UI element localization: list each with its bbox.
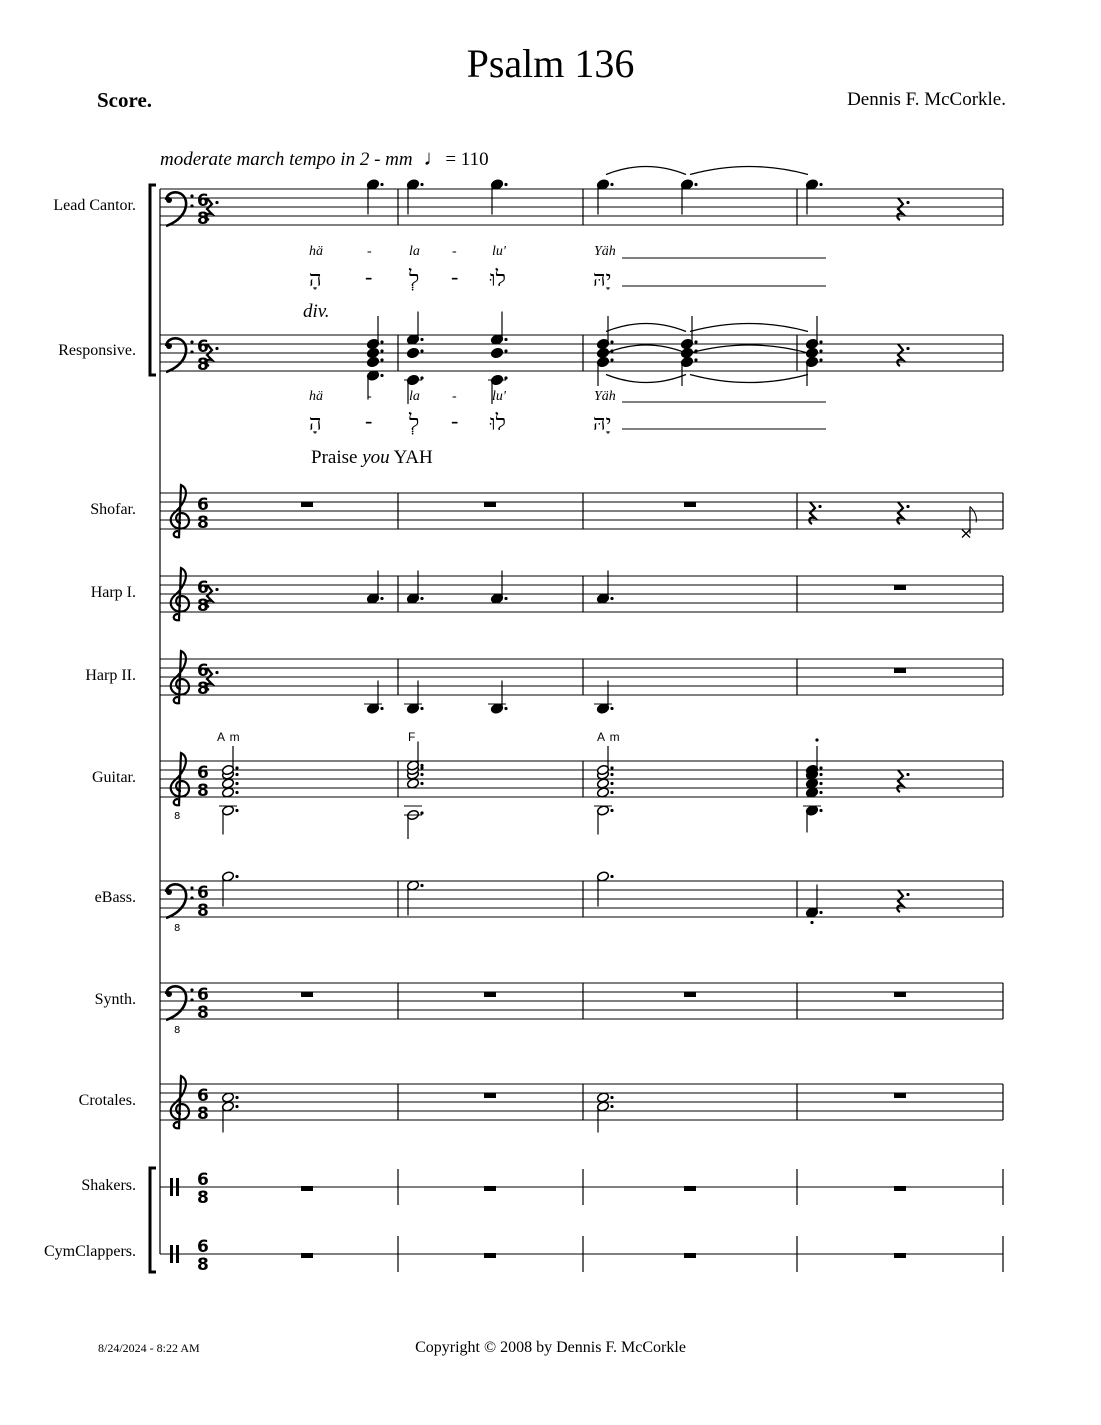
bracket-voices bbox=[150, 185, 156, 375]
note-head bbox=[366, 356, 379, 367]
note-head bbox=[596, 787, 609, 798]
whole-rest bbox=[894, 1186, 906, 1191]
augmentation-dot bbox=[235, 773, 238, 776]
augmentation-dot bbox=[420, 597, 423, 600]
tie bbox=[606, 324, 686, 332]
augmentation-dot bbox=[819, 358, 822, 361]
time-signature-bottom: 8 bbox=[197, 1255, 209, 1275]
augmentation-dot bbox=[610, 782, 613, 785]
lyric-hyphen: - bbox=[367, 389, 372, 404]
staccato-dot bbox=[810, 921, 813, 924]
tie bbox=[606, 167, 686, 175]
chord-symbol: A m bbox=[597, 730, 621, 744]
augmentation-dot bbox=[420, 183, 423, 186]
staccato-dot bbox=[815, 738, 818, 741]
lyric-syllable: lu' bbox=[492, 389, 506, 404]
augmentation-dot bbox=[420, 884, 423, 887]
augmentation-dot bbox=[819, 773, 822, 776]
note-head bbox=[490, 347, 503, 358]
tie bbox=[606, 345, 686, 353]
whole-rest bbox=[484, 1186, 496, 1191]
whole-rest bbox=[301, 1253, 313, 1258]
augmentation-dot bbox=[235, 809, 238, 812]
hebrew-hyphen: - bbox=[365, 408, 373, 433]
augmentation-dot bbox=[819, 340, 822, 343]
hebrew-syllable: יָהּ bbox=[593, 410, 612, 435]
lyric-syllable: lu' bbox=[492, 244, 506, 259]
time-signature-bottom: 8 bbox=[197, 781, 209, 801]
percussion-clef-icon bbox=[176, 1245, 179, 1263]
tie bbox=[690, 345, 808, 353]
whole-rest bbox=[894, 585, 906, 590]
hebrew-syllable: לוּ bbox=[490, 410, 506, 435]
translation-part: you bbox=[362, 447, 390, 468]
augmentation-dot bbox=[235, 766, 238, 769]
augmentation-dot bbox=[819, 809, 822, 812]
augmentation-dot bbox=[610, 766, 613, 769]
augmentation-dot bbox=[610, 1096, 613, 1099]
instrument-label-ebass: eBass. bbox=[94, 889, 136, 906]
instrument-label-shakers: Shakers. bbox=[81, 1177, 136, 1194]
bass-clef-icon bbox=[190, 988, 193, 991]
tie bbox=[690, 324, 808, 332]
instrument-label-synth: Synth. bbox=[94, 991, 136, 1008]
whole-rest bbox=[301, 1186, 313, 1191]
augmentation-dot bbox=[610, 773, 613, 776]
hebrew-hyphen: - bbox=[451, 408, 459, 433]
augmentation-dot bbox=[380, 340, 383, 343]
composer: Dennis F. McCorkle. bbox=[847, 89, 1006, 110]
time-signature-top: 6 bbox=[197, 578, 209, 598]
whole-rest bbox=[894, 992, 906, 997]
augmentation-dot bbox=[215, 588, 218, 591]
time-signature-top: 6 bbox=[197, 763, 209, 783]
augmentation-dot bbox=[504, 376, 507, 379]
time-signature-bottom: 8 bbox=[197, 679, 209, 699]
lyric-hyphen: - bbox=[367, 244, 372, 259]
whole-rest bbox=[684, 502, 696, 507]
augmentation-dot bbox=[610, 597, 613, 600]
augmentation-dot bbox=[420, 811, 423, 814]
augmentation-dot bbox=[380, 707, 383, 710]
instrument-label-cymclappers: CymClappers. bbox=[44, 1243, 136, 1260]
percussion-clef-icon bbox=[170, 1245, 173, 1263]
instrument-label-harp-1: Harp I. bbox=[90, 584, 136, 601]
augmentation-dot bbox=[504, 597, 507, 600]
time-signature-top: 6 bbox=[197, 1086, 209, 1106]
note-head bbox=[596, 778, 609, 789]
hebrew-syllable: לְ bbox=[409, 266, 420, 291]
augmentation-dot bbox=[906, 505, 909, 508]
octave-mark: 8 bbox=[174, 923, 181, 934]
augmentation-dot bbox=[235, 875, 238, 878]
bass-clef-icon bbox=[190, 194, 193, 197]
augmentation-dot bbox=[420, 349, 423, 352]
augmentation-dot bbox=[215, 671, 218, 674]
note-head bbox=[406, 778, 419, 789]
instrument-label-responsive: Responsive. bbox=[58, 342, 136, 359]
hebrew-syllable: הָ bbox=[309, 410, 322, 435]
augmentation-dot bbox=[819, 766, 822, 769]
instrument-label-crotales: Crotales. bbox=[78, 1092, 136, 1109]
augmentation-dot bbox=[694, 340, 697, 343]
tempo-bpm: = 110 bbox=[445, 149, 489, 170]
augmentation-dot bbox=[819, 791, 822, 794]
lyric-syllable: hä bbox=[309, 389, 323, 404]
chord-symbol: F bbox=[408, 730, 417, 744]
hebrew-syllable: הָ bbox=[309, 266, 322, 291]
lyric-syllable: la bbox=[409, 389, 420, 404]
time-signature-bottom: 8 bbox=[197, 513, 209, 533]
chord-symbol: A m bbox=[217, 730, 241, 744]
quarter-rest-icon bbox=[897, 198, 903, 220]
augmentation-dot bbox=[420, 764, 423, 767]
time-signature-bottom: 8 bbox=[197, 209, 209, 229]
whole-rest bbox=[894, 1253, 906, 1258]
note-head bbox=[221, 778, 234, 789]
augmentation-dot bbox=[380, 374, 383, 377]
quarter-rest-icon bbox=[897, 344, 903, 366]
augmentation-dot bbox=[819, 782, 822, 785]
augmentation-dot bbox=[420, 376, 423, 379]
augmentation-dot bbox=[610, 809, 613, 812]
augmentation-dot bbox=[380, 597, 383, 600]
translation-part: Praise bbox=[311, 447, 363, 468]
augmentation-dot bbox=[906, 347, 909, 350]
augmentation-dot bbox=[610, 875, 613, 878]
augmentation-dot bbox=[235, 1105, 238, 1108]
augmentation-dot bbox=[819, 183, 822, 186]
percussion-clef-icon bbox=[176, 1178, 179, 1196]
time-signature-bottom: 8 bbox=[197, 1104, 209, 1124]
quarter-rest-icon bbox=[897, 890, 903, 912]
tie bbox=[606, 375, 686, 383]
whole-rest bbox=[894, 1093, 906, 1098]
augmentation-dot bbox=[380, 358, 383, 361]
augmentation-dot bbox=[610, 183, 613, 186]
whole-rest bbox=[301, 992, 313, 997]
augmentation-dot bbox=[235, 782, 238, 785]
whole-rest bbox=[484, 1093, 496, 1098]
lyric-syllable: hä bbox=[309, 244, 323, 259]
instrument-label-guitar: Guitar. bbox=[92, 769, 136, 786]
augmentation-dot bbox=[235, 791, 238, 794]
augmentation-dot bbox=[235, 1096, 238, 1099]
note-head bbox=[805, 787, 818, 798]
translation-part: YAH bbox=[389, 447, 433, 468]
bass-clef-icon bbox=[190, 886, 193, 889]
time-signature-top: 6 bbox=[197, 1170, 209, 1190]
time-signature-bottom: 8 bbox=[197, 1003, 209, 1023]
augmentation-dot bbox=[906, 201, 909, 204]
time-signature-top: 6 bbox=[197, 985, 209, 1005]
print-date: 8/24/2024 - 8:22 AM bbox=[98, 1341, 200, 1355]
augmentation-dot bbox=[420, 782, 423, 785]
augmentation-dot bbox=[819, 349, 822, 352]
augmentation-dot bbox=[610, 358, 613, 361]
note-head bbox=[221, 1092, 234, 1103]
octave-mark: 8 bbox=[174, 811, 181, 822]
bass-clef-icon bbox=[190, 350, 193, 353]
hebrew-hyphen: - bbox=[365, 264, 373, 289]
augmentation-dot bbox=[504, 349, 507, 352]
note-head bbox=[805, 778, 818, 789]
whole-rest bbox=[301, 502, 313, 507]
note-head bbox=[366, 347, 379, 358]
bass-clef-icon bbox=[190, 896, 193, 899]
lyric-syllable: Yäh bbox=[594, 389, 616, 404]
copyright: Copyright © 2008 by Dennis F. McCorkle bbox=[415, 1339, 686, 1356]
whole-rest bbox=[484, 502, 496, 507]
time-signature-top: 6 bbox=[197, 337, 209, 357]
quarter-rest-icon bbox=[897, 770, 903, 792]
quarter-rest-icon bbox=[897, 502, 903, 524]
hebrew-syllable: לְ bbox=[409, 410, 420, 435]
augmentation-dot bbox=[215, 347, 218, 350]
augmentation-dot bbox=[610, 707, 613, 710]
augmentation-dot bbox=[819, 911, 822, 914]
lyric-syllable: la bbox=[409, 244, 420, 259]
augmentation-dot bbox=[906, 893, 909, 896]
augmentation-dot bbox=[694, 358, 697, 361]
hebrew-syllable: לוּ bbox=[490, 266, 506, 291]
note-head bbox=[221, 787, 234, 798]
instrument-label-lead-cantor: Lead Cantor. bbox=[53, 197, 136, 214]
x-notehead bbox=[962, 530, 970, 538]
augmentation-dot bbox=[504, 338, 507, 341]
time-signature-bottom: 8 bbox=[197, 1188, 209, 1208]
augmentation-dot bbox=[906, 773, 909, 776]
augmentation-dot bbox=[694, 183, 697, 186]
augmentation-dot bbox=[504, 183, 507, 186]
time-signature-top: 6 bbox=[197, 495, 209, 515]
whole-rest bbox=[684, 992, 696, 997]
time-signature-bottom: 8 bbox=[197, 596, 209, 616]
whole-rest bbox=[484, 1253, 496, 1258]
augmentation-dot bbox=[610, 791, 613, 794]
time-signature-top: 6 bbox=[197, 1237, 209, 1257]
lyric-hyphen: - bbox=[452, 389, 457, 404]
bass-clef-icon bbox=[190, 204, 193, 207]
augmentation-dot bbox=[610, 1105, 613, 1108]
note-head bbox=[596, 1092, 609, 1103]
tie bbox=[690, 167, 808, 175]
time-signature-top: 6 bbox=[197, 883, 209, 903]
octave-mark: 8 bbox=[174, 1025, 181, 1036]
augmentation-dot bbox=[380, 349, 383, 352]
augmentation-dot bbox=[380, 183, 383, 186]
bass-clef-icon bbox=[190, 998, 193, 1001]
instrument-label-shofar: Shofar. bbox=[90, 501, 136, 518]
time-signature-bottom: 8 bbox=[197, 901, 209, 921]
whole-rest bbox=[894, 668, 906, 673]
whole-rest bbox=[684, 1253, 696, 1258]
time-signature-top: 6 bbox=[197, 191, 209, 211]
augmentation-dot bbox=[215, 201, 218, 204]
percussion-clef-icon bbox=[170, 1178, 173, 1196]
page-title: Psalm 136 bbox=[466, 41, 635, 86]
bass-clef-icon bbox=[166, 343, 172, 349]
bass-clef-icon bbox=[190, 340, 193, 343]
bracket-percussion bbox=[150, 1168, 156, 1272]
whole-rest bbox=[484, 992, 496, 997]
quarter-note-icon: ♩ bbox=[423, 145, 446, 170]
whole-rest bbox=[684, 1186, 696, 1191]
augmentation-dot bbox=[818, 505, 821, 508]
lyric-syllable: Yäh bbox=[594, 244, 616, 259]
augmentation-dot bbox=[610, 340, 613, 343]
bass-clef-icon bbox=[166, 889, 172, 895]
tie bbox=[690, 375, 808, 383]
augmentation-dot bbox=[420, 707, 423, 710]
bass-clef-icon bbox=[166, 197, 172, 203]
tempo-text: moderate march tempo in 2 - mm bbox=[160, 149, 413, 170]
time-signature-top: 6 bbox=[197, 661, 209, 681]
hebrew-syllable: יָהּ bbox=[593, 266, 612, 291]
augmentation-dot bbox=[504, 707, 507, 710]
instrument-label-harp-2: Harp II. bbox=[85, 667, 136, 684]
div-direction: div. bbox=[303, 301, 330, 322]
augmentation-dot bbox=[420, 338, 423, 341]
score-label: Score. bbox=[97, 88, 153, 112]
bass-clef-icon bbox=[166, 991, 172, 997]
augmentation-dot bbox=[420, 773, 423, 776]
hebrew-hyphen: - bbox=[451, 264, 459, 289]
quarter-rest-icon bbox=[809, 502, 815, 524]
lyric-hyphen: - bbox=[452, 244, 457, 259]
note-head bbox=[406, 347, 419, 358]
time-signature-bottom: 8 bbox=[197, 355, 209, 375]
